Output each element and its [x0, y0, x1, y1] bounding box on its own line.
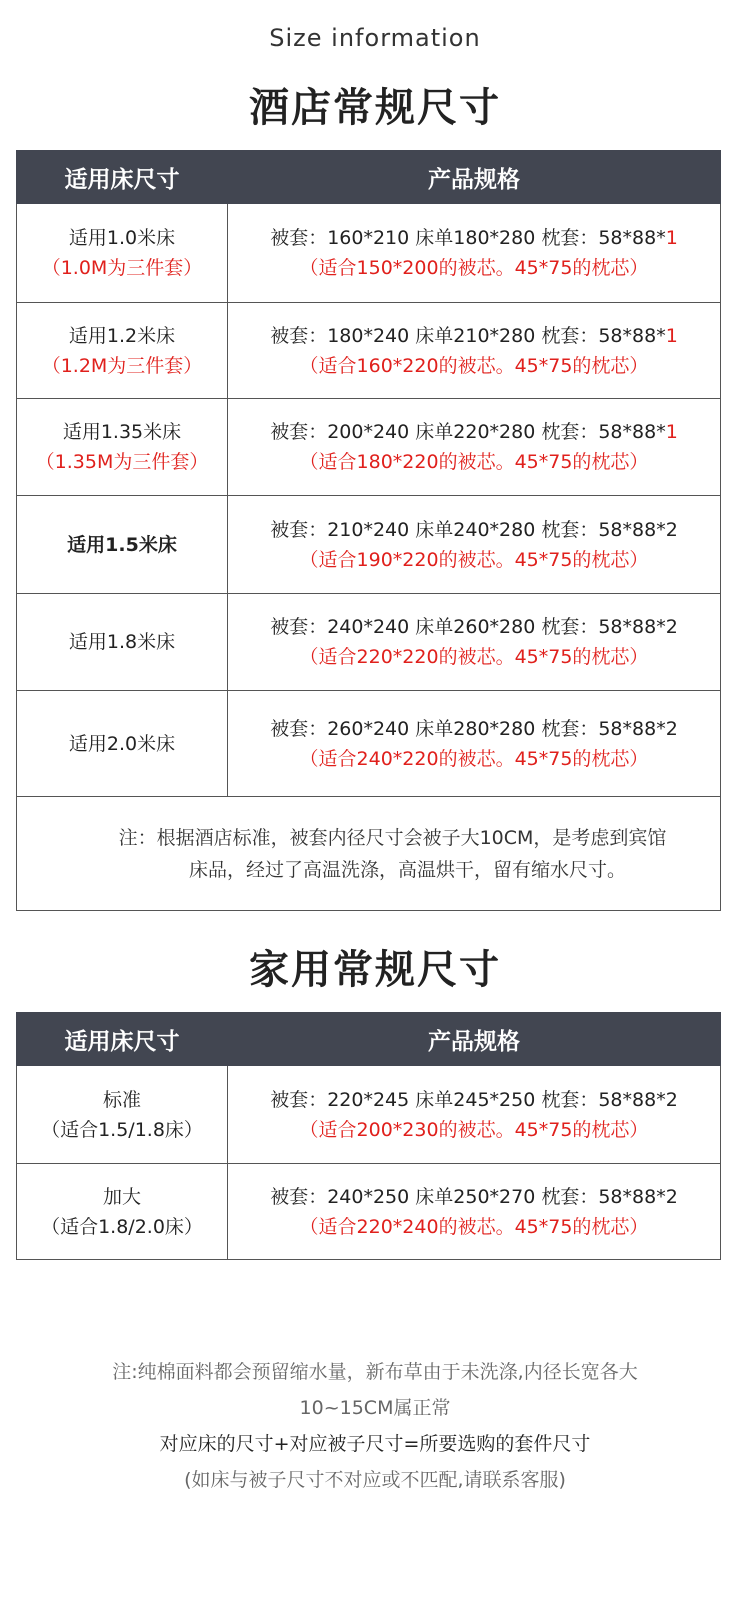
footer-contact-note: (如床与被子尺寸不对应或不匹配,请联系客服) — [184, 1469, 566, 1491]
table-row — [17, 399, 721, 496]
column-header-bed-size: 适用床尺寸 — [17, 1013, 228, 1066]
spec-cell — [228, 303, 721, 399]
bed-size-label: 标准 — [102, 1088, 141, 1111]
spec-main-text: 被套：160*210 床单180*280 枕套：58*88*1 — [270, 227, 678, 249]
footer-note-line1: 注:纯棉面料都会预留缩水量，新布草由于未洗涤,内径长宽各大 — [112, 1361, 638, 1383]
spec-main-text: 被套：240*240 床单260*280 枕套：58*88*2 — [270, 616, 678, 638]
hotel-section-title: 酒店常规尺寸 — [249, 85, 501, 131]
spec-cell — [228, 496, 721, 594]
bed-size-note: （1.2M为三件套） — [41, 354, 203, 377]
spec-cell — [228, 594, 721, 691]
table-row — [17, 496, 721, 594]
bed-size-note: （适合1.5/1.8床） — [41, 1118, 203, 1141]
spec-cell — [228, 1066, 721, 1164]
spec-main-text: 被套：180*240 床单210*280 枕套：58*88*1 — [270, 324, 678, 347]
bed-size-label: 适用2.0米床 — [68, 732, 176, 755]
home-section-title: 家用常规尺寸 — [249, 947, 501, 993]
spec-note: （适合160*220的被芯。45*75的枕芯） — [299, 354, 649, 377]
spec-cell — [228, 204, 721, 303]
hotel-note-line2: 床品，经过了高温洗涤，高温烘干，留有缩水尺寸。 — [188, 858, 626, 881]
table-row — [17, 594, 721, 691]
home-size-table — [16, 1012, 721, 1260]
spec-main-text: 被套：240*250 床单250*270 枕套：58*88*2 — [270, 1185, 678, 1208]
hotel-size-table — [16, 150, 721, 911]
column-header-spec: 产品规格 — [228, 1013, 721, 1066]
bed-size-label: 适用1.8米床 — [68, 631, 176, 653]
spec-note: （适合220*240的被芯。45*75的枕芯） — [299, 1215, 649, 1238]
pillowcase-qty: 1 — [665, 324, 678, 347]
column-header-bed-size: 适用床尺寸 — [17, 151, 228, 204]
table-row — [17, 691, 721, 797]
spec-cell — [228, 399, 721, 496]
column-header-spec: 产品规格 — [228, 151, 721, 204]
bed-size-cell — [17, 1164, 228, 1260]
bed-size-cell — [17, 399, 228, 496]
bed-size-cell — [17, 303, 228, 399]
table-row — [17, 204, 721, 303]
table-row — [17, 1164, 721, 1260]
bed-size-label: 适用1.0米床 — [68, 227, 176, 249]
bed-size-cell — [17, 691, 228, 797]
subtitle-en: Size information — [269, 24, 481, 52]
footer-note-line2: 10~15CM属正常 — [299, 1397, 451, 1419]
spec-note: （适合190*220的被芯。45*75的枕芯） — [299, 548, 649, 571]
spec-main-text: 被套：210*240 床单240*280 枕套：58*88*2 — [270, 518, 678, 541]
spec-note: （适合220*220的被芯。45*75的枕芯） — [299, 646, 649, 668]
bed-size-cell — [17, 204, 228, 303]
spec-note: （适合150*200的被芯。45*75的枕芯） — [299, 257, 649, 279]
table-row — [17, 1066, 721, 1164]
spec-cell — [228, 691, 721, 797]
bed-size-label: 适用1.5米床 — [67, 533, 177, 556]
bed-size-note: （1.0M为三件套） — [41, 257, 203, 279]
bed-size-cell — [17, 594, 228, 691]
spec-note: （适合180*220的被芯。45*75的枕芯） — [299, 451, 649, 473]
bed-size-note: （1.35M为三件套） — [35, 451, 209, 473]
footer-formula: 对应床的尺寸+对应被子尺寸=所要选购的套件尺寸 — [159, 1433, 591, 1455]
table-header-row — [17, 151, 721, 204]
spec-main-text: 被套：220*245 床单245*250 枕套：58*88*2 — [270, 1088, 678, 1111]
bed-size-cell — [17, 496, 228, 594]
bed-size-label: 适用1.35米床 — [62, 421, 182, 443]
footer-notes — [0, 1354, 750, 1498]
bed-size-label: 加大 — [102, 1185, 141, 1208]
pillowcase-qty: 1 — [665, 421, 678, 443]
bed-size-note: （适合1.8/2.0床） — [41, 1215, 203, 1238]
pillowcase-qty: 1 — [665, 227, 678, 249]
hotel-note-line1: 注：根据酒店标准，被套内径尺寸会被子大10CM，是考虑到宾馆 — [118, 826, 667, 849]
table-note-row — [17, 797, 721, 911]
bed-size-label: 适用1.2米床 — [68, 324, 176, 347]
spec-main-text: 被套：200*240 床单220*280 枕套：58*88*1 — [270, 421, 678, 443]
table-header-row — [17, 1013, 721, 1066]
spec-note: （适合240*220的被芯。45*75的枕芯） — [299, 747, 649, 770]
hotel-note-cell — [17, 797, 721, 911]
bed-size-cell — [17, 1066, 228, 1164]
spec-cell — [228, 1164, 721, 1260]
spec-main-text: 被套：260*240 床单280*280 枕套：58*88*2 — [270, 717, 678, 740]
spec-note: （适合200*230的被芯。45*75的枕芯） — [299, 1118, 649, 1141]
table-row — [17, 303, 721, 399]
